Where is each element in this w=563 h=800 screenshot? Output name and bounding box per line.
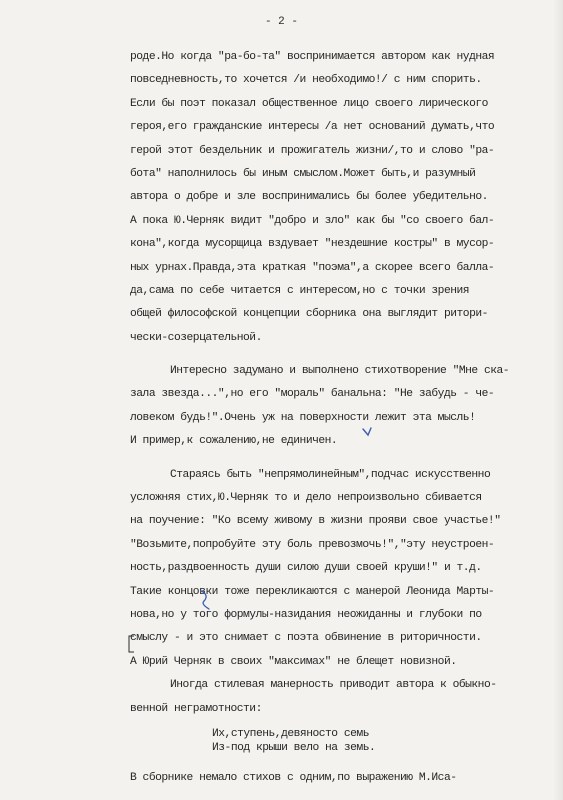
text-line: "Возьмите,попробуйте эту боль превозмочь!","эту неустроен- <box>130 538 495 551</box>
document-body <box>130 46 550 790</box>
pen-correction-mark-icon <box>361 426 373 440</box>
text-line: ных урнах.Правда,эта краткая "поэма",а скорее всего балла- <box>130 261 495 274</box>
paragraph-gap <box>130 350 550 360</box>
text-line: усложняя стих,Ю.Черняк то и дело непроизвольно сбивается <box>130 492 482 505</box>
text-line: да,сама по себе читается с интересом,но с точки зрения <box>130 284 470 297</box>
text-line: роде.Но когда "ра-бо-та" воспринимается автором как нудная <box>130 51 495 63</box>
text-line: на поучение: "Ко всему живому в жизни прояви свое участье!" <box>130 515 501 528</box>
verse-quote <box>130 727 550 755</box>
paper-edge-shadow <box>553 0 563 800</box>
text-line: Если бы поэт показал общественное лицо своего лирического <box>130 97 488 110</box>
pen-strike-mark-icon <box>198 589 212 611</box>
text-line: бота" наполнилось бы иным смыслом.Может быть,и разумный <box>130 167 476 180</box>
text-line: повседневность,то хочется /и необходимо!/ с ним спорить. <box>130 74 482 87</box>
verse-line: Их,ступень,девяносто семь <box>212 727 369 740</box>
text-line: Интересно задумано и выполнено стихотворение "Мне ска- <box>170 365 510 378</box>
text-line: общей философской концепции сборника она выглядит ритори- <box>130 308 488 321</box>
paragraph-gap <box>130 454 550 464</box>
text-line: нова,но у того формулы-назидания неожиданны и глубоки по <box>130 608 482 621</box>
text-line: кона",когда мусорщица вздувает "нездешние костры" в мусор- <box>130 238 495 251</box>
text-line: Стараясь быть "непрямолинейным",подчас искусственно <box>170 468 491 481</box>
text-line: зала звезда...",но его "мораль" банальна: "Не забудь - че- <box>130 388 495 401</box>
text-line: ность,раздвоенность души силою души своей круши!" и т.д. <box>130 562 482 575</box>
text-line: ловеком будь!".Очень уж на поверхности лежит эта мысль! <box>130 411 476 424</box>
verse-line: Из-под крыши вело на земь. <box>212 741 376 754</box>
text-line: чески-созерцательной. <box>130 331 262 344</box>
text-line: смыслу - и это снимает с поэта обвинение в риторичности. <box>130 632 482 645</box>
text-line: В сборнике немало стихов с одним,по выражению М.Иса- <box>130 771 457 784</box>
text-line: Иногда стилевая манерность приводит автора к обыкно- <box>170 679 497 692</box>
pen-bracket-mark-icon <box>127 635 135 653</box>
text-line: венной неграмотности: <box>130 702 262 715</box>
text-line: А пока Ю.Черняк видит "добро и зло" как бы "со своего бал- <box>130 214 495 227</box>
text-line: Такие концовки тоже перекликаются с манерой Леонида Марты- <box>130 585 495 598</box>
text-line: автора о добре и зле воспринимались бы более убедительно. <box>130 191 488 204</box>
text-line: А Юрий Черняк в своих "максимах" не блещет новизной. <box>130 655 457 668</box>
page-number: - 2 - <box>264 16 298 28</box>
text-line: И пример,к сожалению,не единичен. <box>130 435 338 448</box>
text-line: героя,его гражданские интересы /а нет оснований думать,что <box>130 121 495 134</box>
text-line: герой этот бездельник и прожигатель жизни/,то и слово "ра- <box>130 144 495 157</box>
